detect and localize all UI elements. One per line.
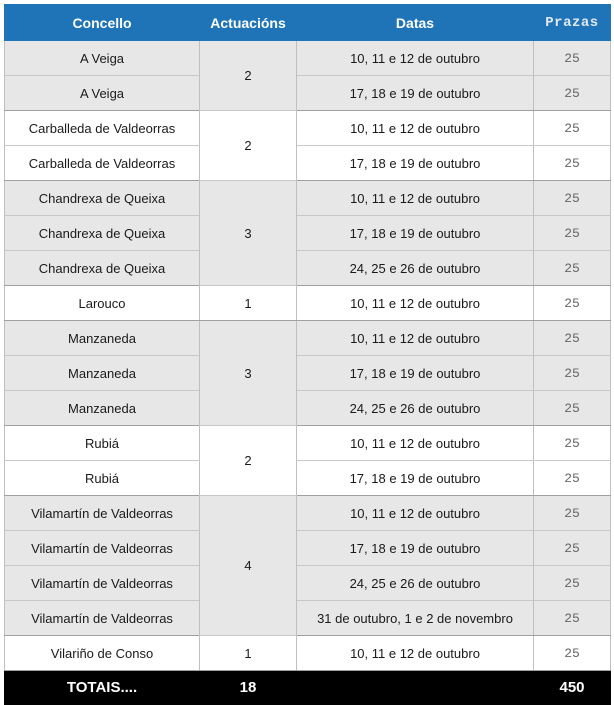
cell-datas: 24, 25 e 26 de outubro [297,391,534,426]
cell-concello: A Veiga [5,76,200,111]
cell-actuacions: 3 [200,181,297,286]
cell-concello: Rubiá [5,461,200,496]
cell-datas: 31 de outubro, 1 e 2 de novembro [297,601,534,636]
cell-actuacions: 2 [200,111,297,181]
totals-actuacions: 18 [200,671,297,705]
totals-prazas: 450 [534,671,611,705]
cell-datas: 10, 11 e 12 de outubro [297,181,534,216]
table-row [5,321,611,356]
cell-concello: Vilariño de Conso [5,636,200,671]
table-row [5,216,611,251]
cell-concello: Chandrexa de Queixa [5,251,200,286]
cell-datas: 24, 25 e 26 de outubro [297,566,534,601]
table-row [5,601,611,636]
cell-prazas: 25 [534,41,611,76]
cell-prazas: 25 [534,356,611,391]
cell-concello: Carballeda de Valdeorras [5,111,200,146]
cell-prazas: 25 [534,531,611,566]
table-row [5,426,611,461]
table-row [5,286,611,321]
table-row [5,146,611,181]
cell-concello: Vilamartín de Valdeorras [5,531,200,566]
cell-prazas: 25 [534,391,611,426]
cell-concello: Carballeda de Valdeorras [5,146,200,181]
cell-prazas: 25 [534,496,611,531]
header-datas: Datas [297,5,534,41]
cell-concello: Vilamartín de Valdeorras [5,496,200,531]
table-row [5,41,611,76]
table-row [5,391,611,426]
table-row [5,251,611,286]
actuacions-table [4,4,611,705]
cell-prazas: 25 [534,286,611,321]
cell-actuacions: 1 [200,286,297,321]
table-row [5,181,611,216]
cell-prazas: 25 [534,181,611,216]
cell-concello: Manzaneda [5,356,200,391]
cell-prazas: 25 [534,251,611,286]
cell-concello: Rubiá [5,426,200,461]
cell-actuacions: 2 [200,41,297,111]
table-row [5,531,611,566]
cell-actuacions: 3 [200,321,297,426]
header-actuacions: Actuacións [200,5,297,41]
cell-actuacions: 2 [200,426,297,496]
cell-prazas: 25 [534,636,611,671]
table-row [5,636,611,671]
header-prazas: Prazas [534,5,611,41]
cell-prazas: 25 [534,566,611,601]
cell-datas: 10, 11 e 12 de outubro [297,426,534,461]
cell-prazas: 25 [534,146,611,181]
cell-prazas: 25 [534,461,611,496]
cell-datas: 10, 11 e 12 de outubro [297,286,534,321]
cell-datas: 10, 11 e 12 de outubro [297,41,534,76]
cell-datas: 10, 11 e 12 de outubro [297,321,534,356]
cell-datas: 17, 18 e 19 de outubro [297,531,534,566]
cell-concello: Larouco [5,286,200,321]
totals-label: TOTAIS.... [5,671,200,705]
cell-concello: Chandrexa de Queixa [5,216,200,251]
cell-datas: 17, 18 e 19 de outubro [297,76,534,111]
table-header-row [5,5,611,41]
header-concello: Concello [5,5,200,41]
totals-row [5,671,611,705]
table-row [5,111,611,146]
cell-concello: Chandrexa de Queixa [5,181,200,216]
cell-actuacions: 4 [200,496,297,636]
table-row [5,566,611,601]
cell-datas: 10, 11 e 12 de outubro [297,636,534,671]
cell-prazas: 25 [534,321,611,356]
cell-datas: 17, 18 e 19 de outubro [297,146,534,181]
cell-datas: 17, 18 e 19 de outubro [297,216,534,251]
table-row [5,461,611,496]
cell-datas: 17, 18 e 19 de outubro [297,461,534,496]
cell-concello: Manzaneda [5,321,200,356]
cell-prazas: 25 [534,601,611,636]
cell-concello: Vilamartín de Valdeorras [5,566,200,601]
table-row [5,496,611,531]
table-row [5,76,611,111]
totals-spacer [297,671,534,705]
table-row [5,356,611,391]
cell-actuacions: 1 [200,636,297,671]
cell-datas: 17, 18 e 19 de outubro [297,356,534,391]
cell-concello: A Veiga [5,41,200,76]
cell-datas: 10, 11 e 12 de outubro [297,111,534,146]
cell-datas: 10, 11 e 12 de outubro [297,496,534,531]
cell-prazas: 25 [534,216,611,251]
cell-concello: Vilamartín de Valdeorras [5,601,200,636]
cell-concello: Manzaneda [5,391,200,426]
cell-datas: 24, 25 e 26 de outubro [297,251,534,286]
cell-prazas: 25 [534,76,611,111]
cell-prazas: 25 [534,426,611,461]
cell-prazas: 25 [534,111,611,146]
